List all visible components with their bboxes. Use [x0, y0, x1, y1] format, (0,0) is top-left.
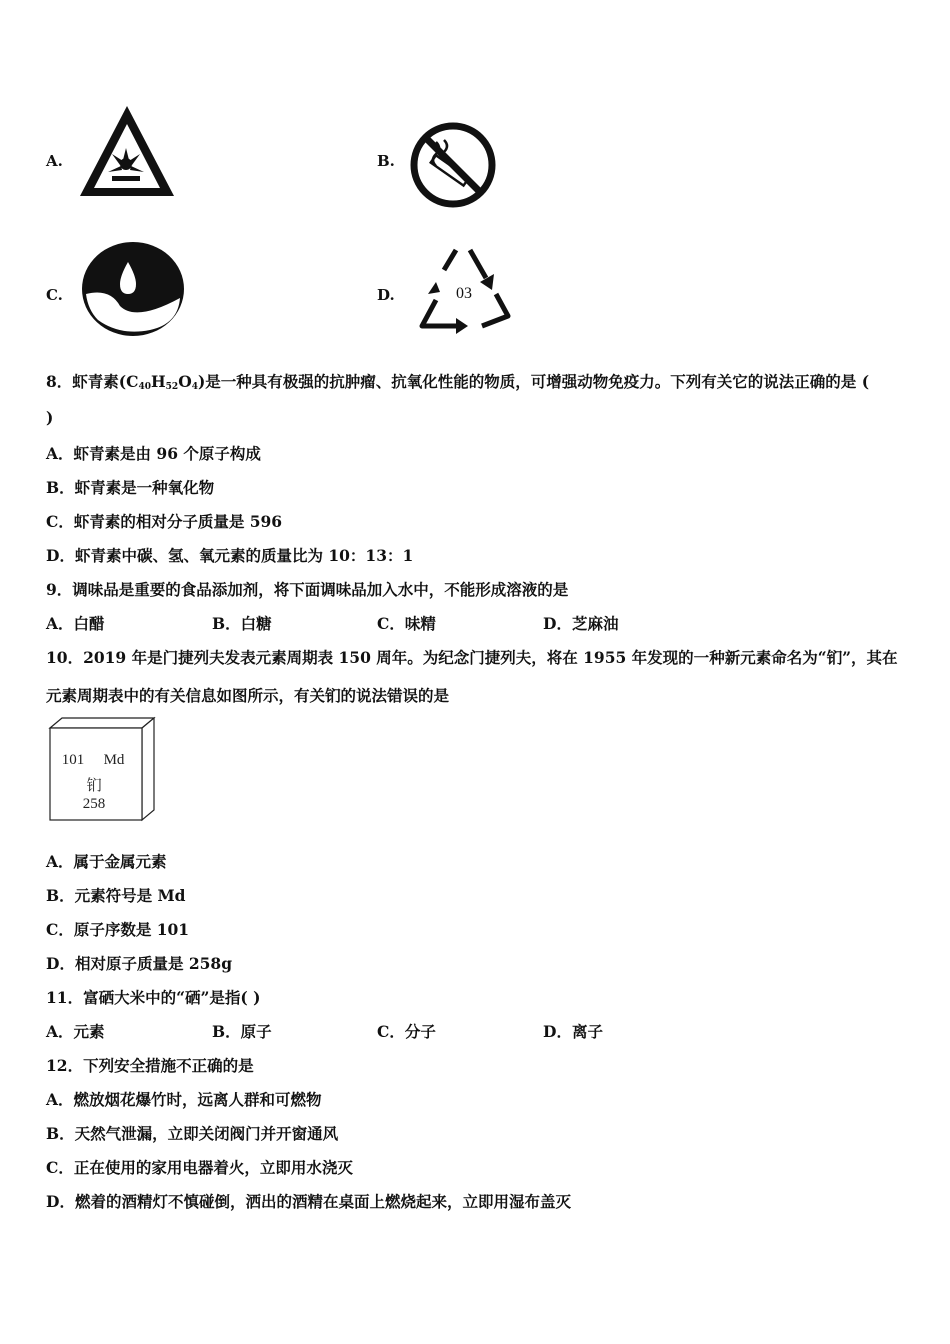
q7-option-a-label: A.: [46, 152, 63, 170]
q10-option-a: A．属于金属元素: [46, 852, 167, 871]
q10-option-c: C．原子序数是 101: [46, 920, 190, 939]
water-saving-icon: [80, 240, 186, 338]
q11-option-d: D．离子: [543, 1022, 603, 1041]
element-cell-figure: [48, 716, 158, 828]
q8-option-a: A．虾青素是由 96 个原子构成: [46, 444, 261, 463]
recycling-03-icon: [410, 238, 518, 334]
q12-option-d: D．燃着的酒精灯不慎碰倒，洒出的酒精在桌面上燃烧起来，立即用湿布盖灭: [46, 1192, 571, 1211]
q9-option-d: D．芝麻油: [543, 614, 619, 633]
q7-option-b-label: B.: [377, 152, 395, 170]
q8-sub-hydrogen: 52: [165, 382, 179, 392]
q7-option-d-label: D.: [377, 286, 395, 304]
element-mass: 258: [82, 796, 106, 812]
q8-hydrogen: H: [151, 372, 166, 391]
q9-option-b: B．白糖: [212, 614, 272, 633]
q8-option-d: D．虾青素中碳、氢、氧元素的质量比为 10：13：1: [46, 546, 414, 565]
q12-stem: 12．下列安全措施不正确的是: [46, 1056, 254, 1075]
q8-oxygen: O: [178, 372, 192, 391]
q8-sub-oxygen: 4: [191, 382, 198, 392]
q12-option-c: C．正在使用的家用电器着火，立即用水浇灭: [46, 1158, 353, 1177]
q11-option-c: C．分子: [377, 1022, 436, 1041]
q12-option-a: A．燃放烟花爆竹时，远离人群和可燃物: [46, 1090, 322, 1109]
q9-option-a: A．白醋: [46, 614, 105, 633]
element-name: 钔: [86, 776, 102, 794]
q10-stem-line2: 元素周期表中的有关信息如图所示，有关钔的说法错误的是: [46, 686, 450, 705]
q12-option-b: B．天然气泄漏，立即关闭阀门并开窗通风: [46, 1124, 339, 1143]
q11-option-b: B．原子: [212, 1022, 272, 1041]
q9-stem: 9．调味品是重要的食品添加剂，将下面调味品加入水中，不能形成溶液的是: [46, 580, 569, 599]
no-smoking-icon: [408, 120, 498, 210]
q8-stem: [46, 370, 869, 392]
q8-sub-carbon: 40: [138, 382, 151, 392]
q11-option-a: A．元素: [46, 1022, 105, 1041]
q8-stem-suffix: )是一种具有极强的抗肿瘤、抗氧化性能的物质，可增强动物免疫力。下列有关它的说法正确的是 (: [197, 372, 870, 391]
q10-option-b: B．元素符号是 Md: [46, 886, 186, 905]
q7-option-c-label: C.: [46, 286, 63, 304]
element-atomic-number: 101: [61, 752, 85, 768]
q8-stem-prefix: 8．虾青素(C: [46, 372, 139, 391]
q8-stem-line2: ): [46, 408, 54, 427]
element-symbol: Md: [103, 752, 125, 768]
q9-option-c: C．味精: [377, 614, 436, 633]
q8-option-c: C．虾青素的相对分子质量是 596: [46, 512, 283, 531]
q11-stem: 11．富硒大米中的“硒”是指( ): [46, 988, 261, 1007]
q8-option-b: B．虾青素是一种氧化物: [46, 478, 215, 497]
q10-stem-line1: 10．2019 年是门捷列夫发表元素周期表 150 周年。为纪念门捷列夫，将在 1955 年发现的一种新元素命名为“钔”，其在: [46, 648, 898, 667]
recycling-code: 03: [456, 285, 472, 302]
explosive-warning-icon: [76, 102, 178, 200]
q10-option-d: D．相对原子质量是 258g: [46, 954, 233, 973]
